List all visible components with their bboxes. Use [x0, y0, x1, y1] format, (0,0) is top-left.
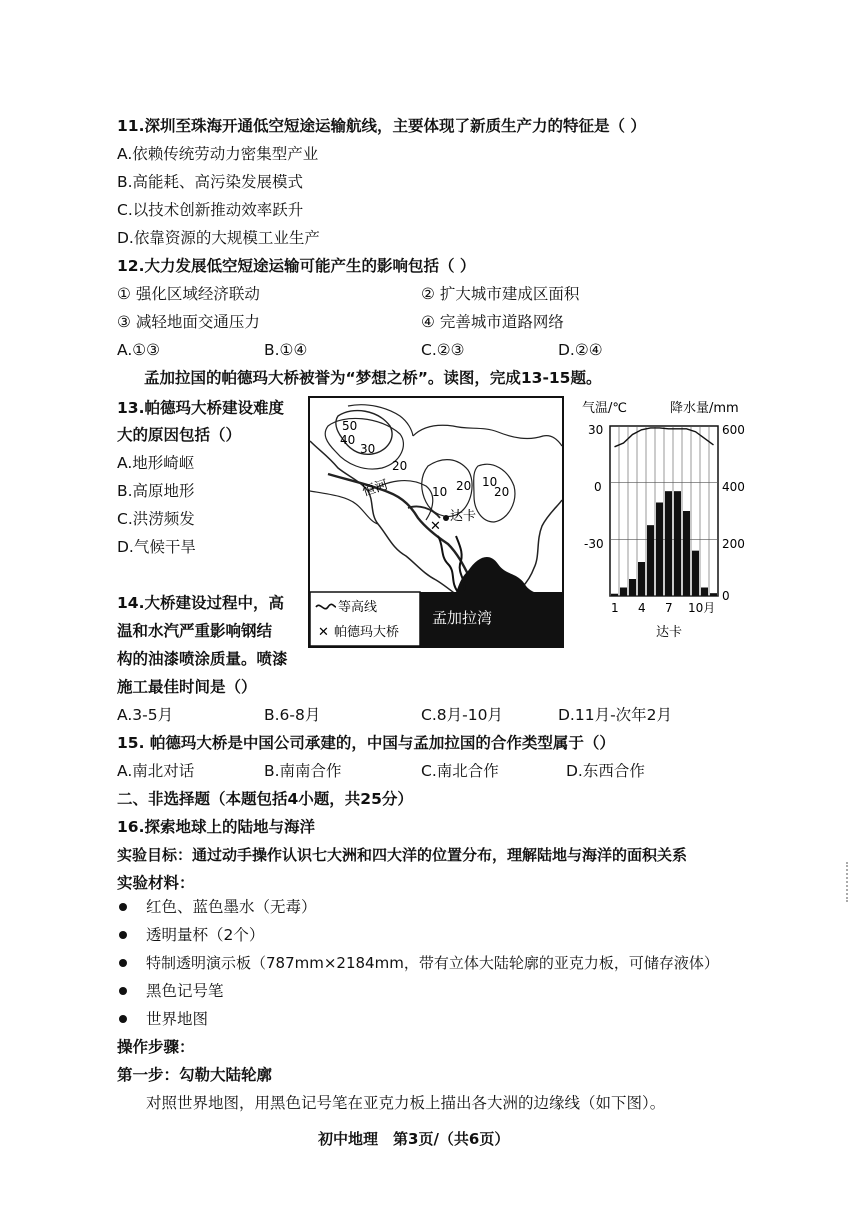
contour-label-30: 30: [360, 442, 376, 456]
q16-material-1: 红色、蓝色墨水（无毒）: [146, 898, 317, 916]
left-tick-neg30: -30: [584, 537, 604, 551]
right-tick-0: 0: [722, 589, 730, 603]
river-label: 恒河: [360, 477, 390, 500]
left-tick-30: 30: [588, 423, 604, 437]
precipitation-bar-month-10: [692, 551, 699, 596]
q16-material-4: 黑色记号笔: [146, 982, 224, 1000]
section-2-heading: 二、非选择题（本题包括4小题，共25分）: [117, 790, 413, 808]
q16-step1-title: 第一步：勾勒大陆轮廓: [117, 1066, 273, 1084]
scan-artifact-dots: [846, 862, 850, 902]
x-tick-7: 7: [665, 601, 673, 615]
page-footer: 初中地理 第3页/（共6页）: [318, 1130, 510, 1148]
q11-option-b: B.高能耗、高污染发展模式: [117, 173, 304, 191]
bangladesh-map: [308, 396, 564, 648]
legend-contour-label: 等高线: [338, 600, 378, 615]
right-tick-200: 200: [722, 537, 745, 551]
q16-material-3: 特制透明演示板（787mm×2184mm，带有立体大陆轮廓的亚克力板，可储存液体）: [146, 954, 719, 972]
q16-goal: 实验目标：通过动手操作认识七大洲和四大洋的位置分布，理解陆地与海洋的面积关系: [117, 846, 688, 864]
contour-label-20b: 20: [456, 479, 472, 493]
precipitation-bar-month-12: [710, 593, 717, 596]
precipitation-bar-month-7: [665, 491, 672, 596]
chart-left-axis-title: 气温/℃: [582, 401, 627, 416]
q11-option-a: A.依赖传统劳动力密集型产业: [117, 145, 319, 163]
q12-item-4: ④ 完善城市道路网络: [421, 313, 564, 331]
q15-option-d: D.东西合作: [566, 762, 645, 780]
bullet-icon: [119, 903, 127, 911]
right-tick-600: 600: [722, 423, 745, 437]
bullet-icon: [119, 987, 127, 995]
city-label: 达卡: [450, 509, 477, 524]
contour-label-50: 50: [342, 419, 358, 433]
legend-bridge-label: 帕德玛大桥: [334, 625, 400, 640]
bridge-legend-icon: ✕: [318, 625, 329, 640]
precipitation-bar-month-2: [620, 588, 627, 597]
bridge-marker-icon: ✕: [430, 519, 441, 534]
contour-label-40: 40: [340, 433, 356, 447]
left-tick-0: 0: [594, 480, 602, 494]
q15-option-b: B.南南合作: [264, 762, 342, 780]
bullet-icon: [119, 931, 127, 939]
contour-label-10b: 10: [482, 475, 498, 489]
q12-item-2: ② 扩大城市建成区面积: [421, 285, 580, 303]
precipitation-bar-month-3: [629, 579, 636, 596]
precipitation-bar-month-4: [638, 562, 645, 596]
contour-label-20: 20: [392, 459, 408, 473]
q16-materials-label: 实验材料：: [117, 874, 195, 892]
q14-option-c: C.8月-10月: [421, 706, 503, 724]
q16-material-5: 世界地图: [146, 1010, 209, 1028]
x-tick-10: 10月: [688, 601, 716, 615]
q12-item-1: ① 强化区域经济联动: [117, 285, 260, 303]
bullet-icon: [119, 1015, 127, 1023]
precipitation-bar-month-9: [683, 511, 690, 596]
q14-stem-line-4: 施工最佳时间是（）: [117, 678, 257, 696]
q13-option-c: C.洪涝频发: [117, 510, 195, 528]
bullet-icon: [119, 959, 127, 967]
q12-option-d: D.②④: [558, 341, 603, 359]
q14-option-d: D.11月-次年2月: [558, 706, 673, 724]
precipitation-bar-month-1: [611, 594, 618, 596]
q12-stem: 12.大力发展低空短途运输可能产生的影响包括（ ）: [117, 257, 476, 275]
q12-option-c: C.②③: [421, 341, 465, 359]
right-tick-400: 400: [722, 480, 745, 494]
q13-option-d: D.气候干旱: [117, 538, 196, 556]
precipitation-bar-month-8: [674, 491, 681, 596]
q14-option-a: A.3-5月: [117, 706, 174, 724]
q14-stem-line-1: 14.大桥建设过程中，高: [117, 594, 284, 612]
dhaka-city-marker: [443, 515, 449, 521]
dhaka-climate-chart: [578, 392, 750, 648]
precipitation-bar-month-11: [701, 588, 708, 597]
q16-material-2: 透明量杯（2个）: [146, 926, 265, 944]
q14-stem-line-2: 温和水汽严重影响钢结: [117, 622, 273, 640]
intro-13-15: 孟加拉国的帕德玛大桥被誉为“梦想之桥”。读图，完成13-15题。: [144, 369, 602, 387]
q13-option-b: B.高原地形: [117, 482, 195, 500]
q11-option-d: D.依靠资源的大规模工业生产: [117, 229, 320, 247]
q16-step1-text: 对照世界地图，用黑色记号笔在亚克力板上描出各大洲的边缘线（如下图）。: [146, 1094, 666, 1112]
x-tick-4: 4: [638, 601, 646, 615]
contour-label-10: 10: [432, 485, 448, 499]
q12-option-a: A.①③: [117, 341, 161, 359]
q16-title: 16.探索地球上的陆地与海洋: [117, 818, 315, 836]
q13-stem-line-1: 13.帕德玛大桥建设难度: [117, 399, 284, 417]
q14-stem-line-3: 构的油漆喷涂质量。喷漆: [117, 650, 288, 668]
q13-option-a: A.地形崎岖: [117, 454, 195, 472]
q15-option-a: A.南北对话: [117, 762, 195, 780]
precipitation-bar-month-5: [647, 525, 654, 596]
precipitation-bar-month-6: [656, 503, 663, 597]
q15-option-c: C.南北合作: [421, 762, 499, 780]
q14-option-b: B.6-8月: [264, 706, 321, 724]
q11-option-c: C.以技术创新推动效率跃升: [117, 201, 304, 219]
q13-stem-line-2: 大的原因包括（）: [117, 426, 242, 444]
q12-option-b: B.①④: [264, 341, 308, 359]
chart-right-axis-title: 降水量/mm: [670, 401, 739, 416]
q15-stem: 15. 帕德玛大桥是中国公司承建的，中国与孟加拉国的合作类型属于（）: [117, 734, 615, 752]
q11-stem: 11.深圳至珠海开通低空短途运输航线，主要体现了新质生产力的特征是（ ）: [117, 117, 646, 135]
q12-item-3: ③ 减轻地面交通压力: [117, 313, 260, 331]
chart-title: 达卡: [656, 625, 683, 640]
q16-steps-label: 操作步骤：: [117, 1038, 195, 1056]
bay-label: 孟加拉湾: [432, 609, 493, 627]
contour-label-20c: 20: [494, 485, 510, 499]
x-tick-1: 1: [611, 601, 619, 615]
